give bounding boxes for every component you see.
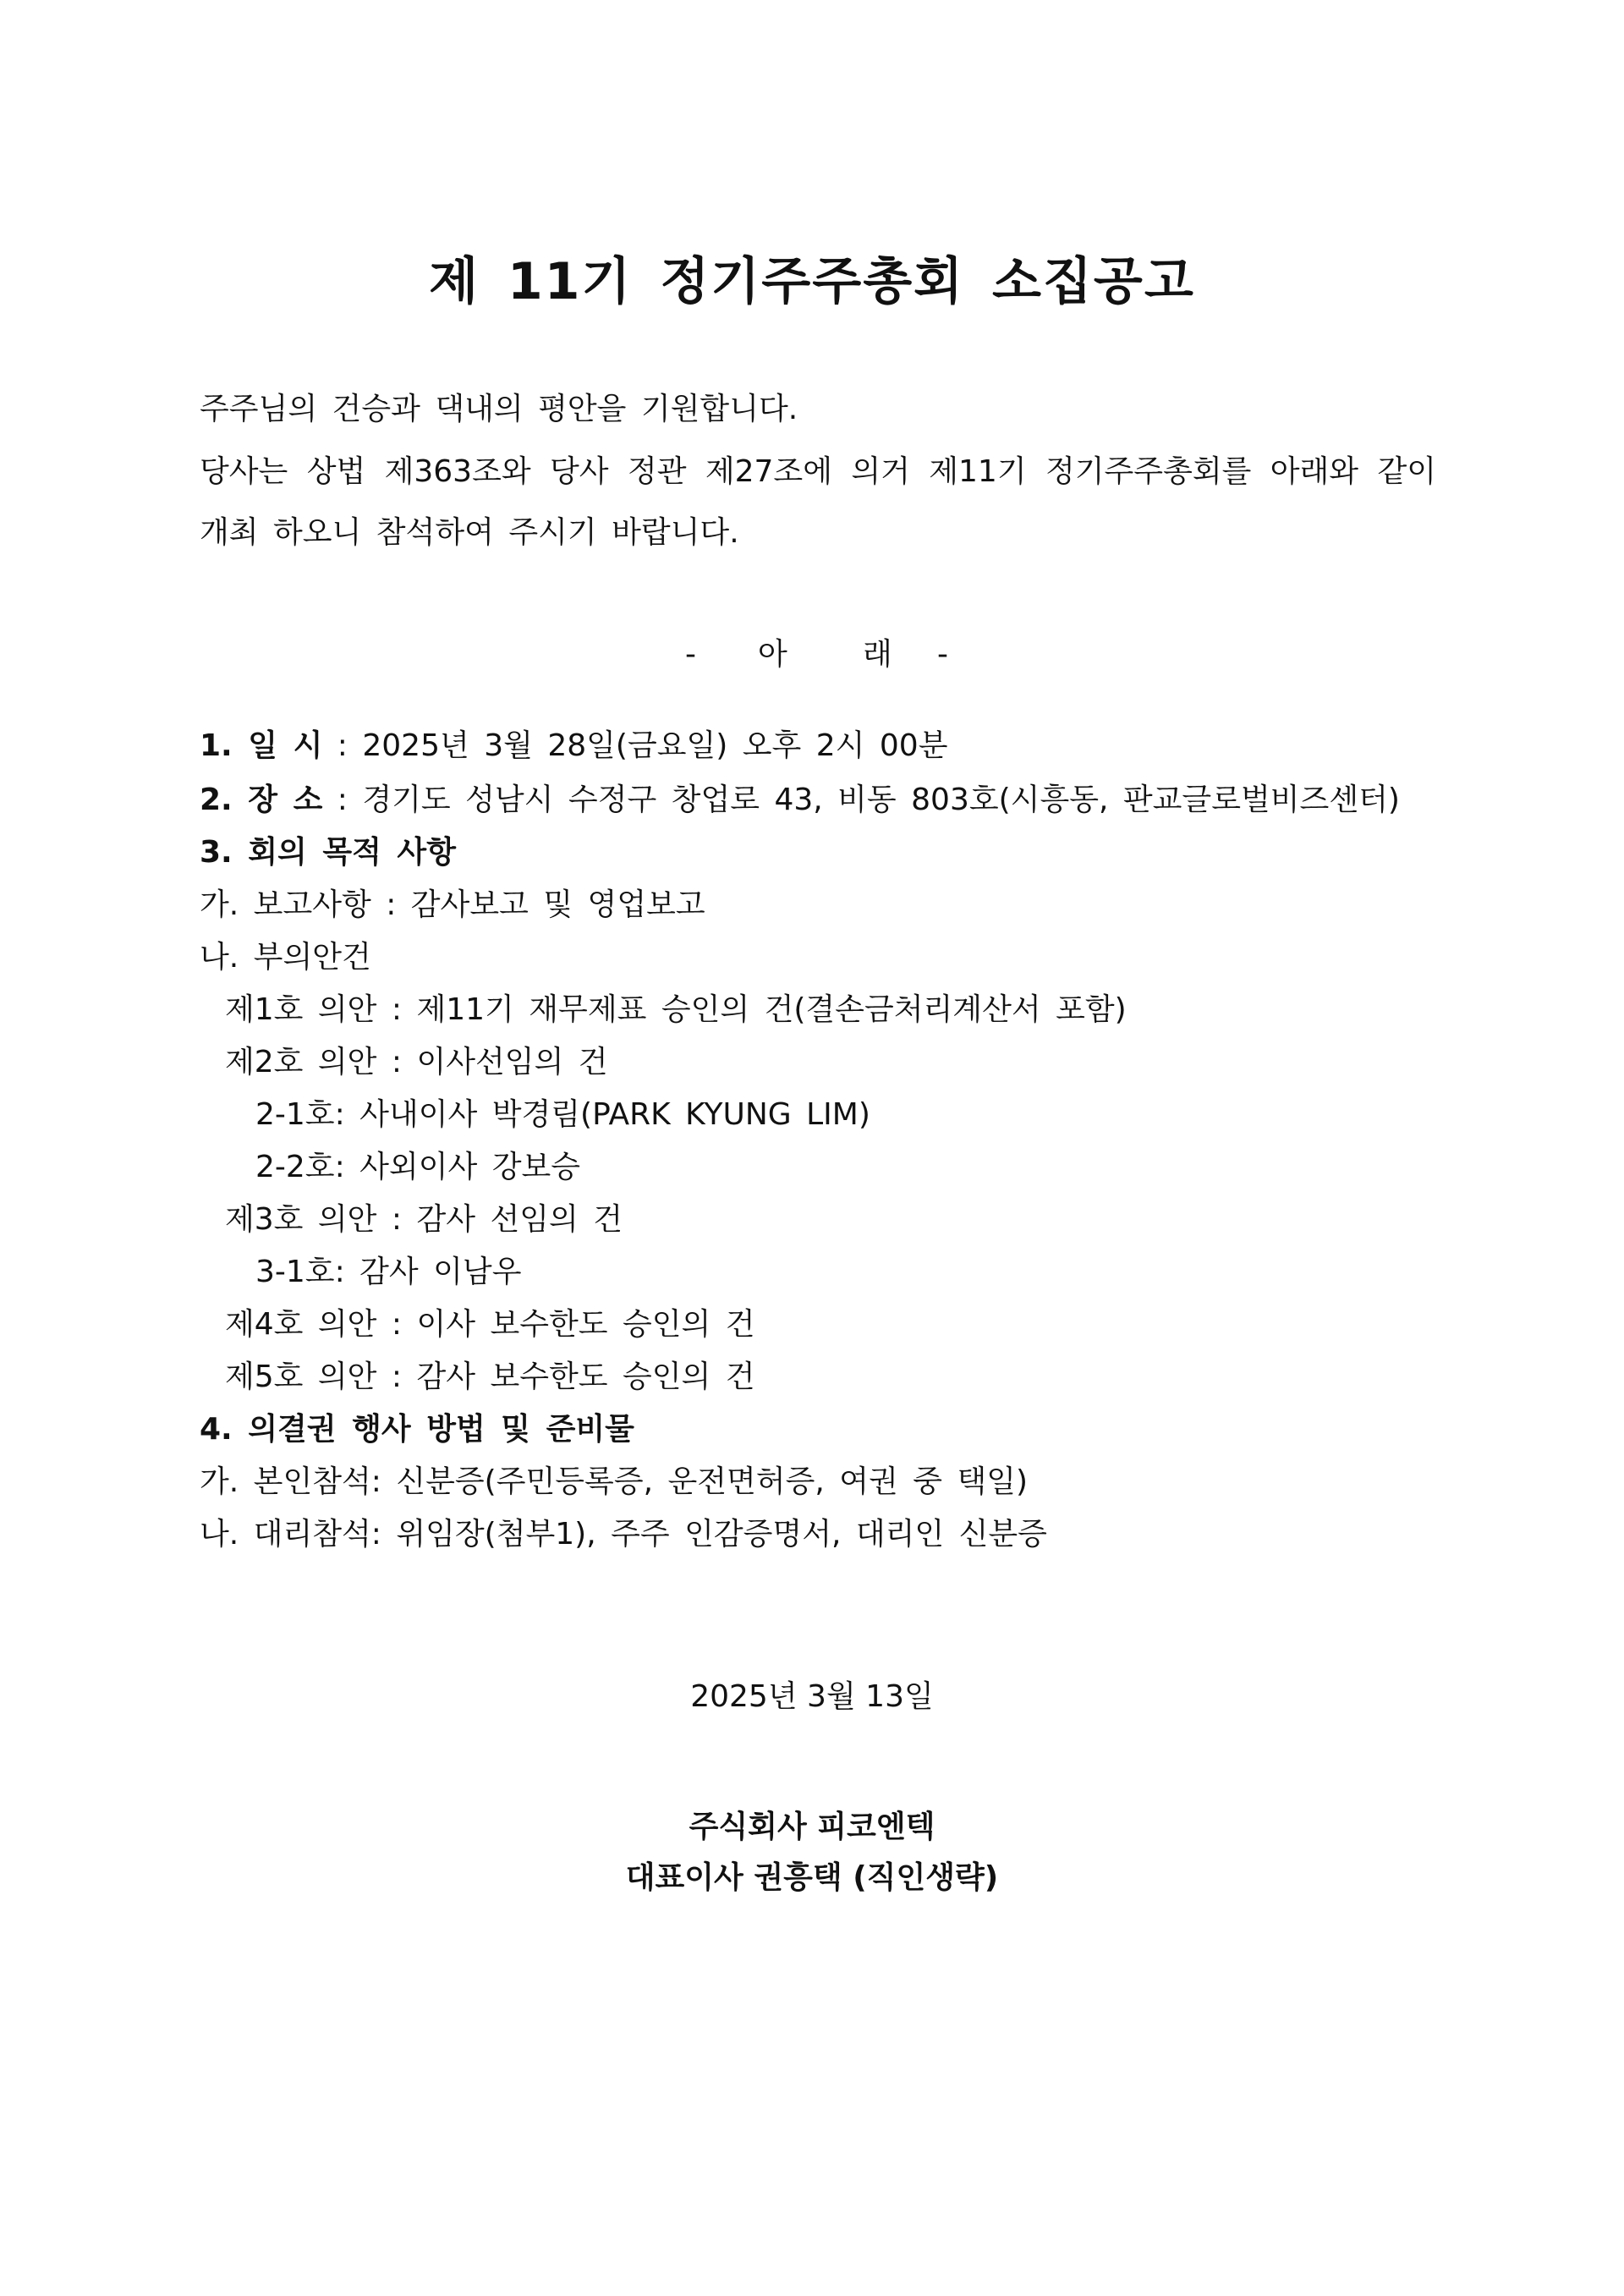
intro-line-1: 주주님의 건승과 댁내의 평안을 기원합니다. [200, 392, 798, 426]
voting-self: 가. 본인참석: 신분증(주민등록증, 운전면허증, 여권 중 택일) [200, 1464, 1029, 1499]
report-item: 가. 보고사항 : 감사보고 및 영업보고 [200, 887, 705, 922]
purpose-heading: 3. 회의 목적 사항 [200, 835, 456, 870]
item-date-value: : 2025년 3월 28일(금요일) 오후 2시 00분 [322, 728, 948, 763]
separator-dash-right: - [937, 637, 948, 672]
intro-line-3: 개최 하오니 참석하여 주시기 바랍니다. [200, 515, 739, 550]
separator-dash-left: - [685, 637, 696, 672]
page-title: 제 11기 정기주주총회 소집공고 [429, 252, 1195, 311]
resolution-item: 나. 부의안건 [200, 940, 371, 975]
agenda-2-2: 2-2호: 사외이사 강보승 [255, 1150, 581, 1184]
voting-proxy: 나. 대리참석: 위임장(첨부1), 주주 인감증명서, 대리인 신분증 [200, 1517, 1047, 1552]
agenda-5: 제5호 의안 : 감사 보수한도 승인의 건 [225, 1359, 755, 1394]
agenda-2-1: 2-1호: 사내이사 박경림(PARK KYUNG LIM) [255, 1097, 870, 1132]
agenda-2: 제2호 의안 : 이사선임의 건 [225, 1045, 608, 1079]
agenda-1: 제1호 의안 : 제11기 재무제표 승인의 건(결손금처리계산서 포함) [225, 992, 1127, 1027]
item-date-label: 1. 일 시 [200, 728, 323, 763]
notice-date: 2025년 3월 13일 [690, 1679, 934, 1714]
agenda-3-1: 3-1호: 감사 이남우 [255, 1255, 522, 1289]
intro-line-2: 당사는 상법 제363조와 당사 정관 제27조에 의거 제11기 정기주주총회를 아래와 같이 [200, 454, 1436, 489]
item-place [200, 780, 1400, 821]
agenda-3: 제3호 의안 : 감사 선임의 건 [225, 1202, 623, 1237]
item-date [200, 726, 947, 766]
company-name: 주식회사 피코엔텍 [689, 1810, 935, 1844]
item-place-label: 2. 장 소 [200, 783, 323, 817]
agenda-4: 제4호 의안 : 이사 보수한도 승인의 건 [225, 1307, 755, 1342]
voting-heading: 4. 의결권 행사 방법 및 준비물 [200, 1412, 634, 1447]
item-place-value: : 경기도 성남시 수정구 창업로 43, 비동 803호(시흥동, 판교글로벌비즈센터) [322, 783, 1400, 817]
separator-char-b: 래 [863, 637, 892, 672]
representative: 대표이사 권흥택 (직인생략) [625, 1860, 999, 1895]
separator-char-a: 아 [758, 637, 787, 672]
